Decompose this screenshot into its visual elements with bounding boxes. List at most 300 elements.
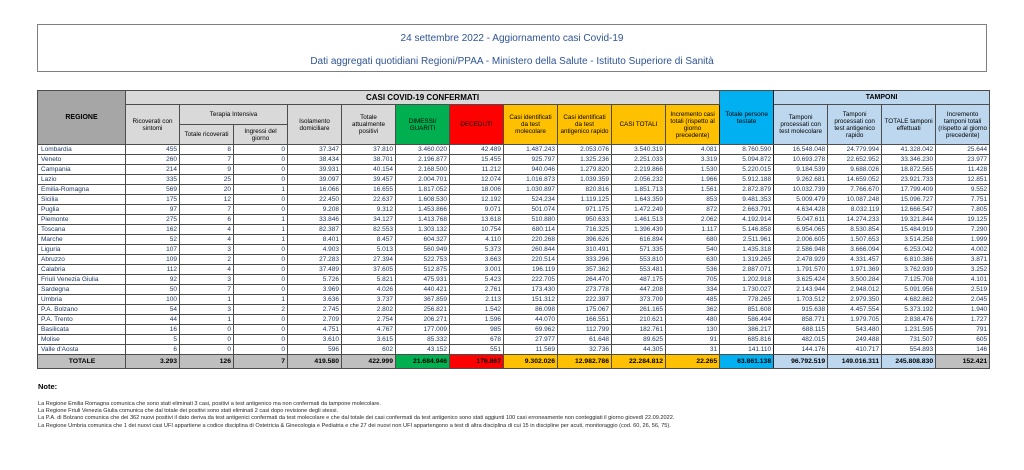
value-cell: 34.127: [342, 215, 396, 225]
value-cell: 3.460.020: [396, 145, 450, 155]
value-cell: 4.903: [288, 245, 342, 255]
value-cell: 152.421: [936, 355, 990, 369]
value-cell: 52: [126, 235, 180, 245]
value-cell: 367.859: [396, 295, 450, 305]
value-cell: 44.305: [612, 345, 666, 355]
value-cell: 501.074: [504, 205, 558, 215]
value-cell: 422.999: [342, 355, 396, 369]
region-name-cell: Marche: [38, 235, 126, 245]
value-cell: 512.875: [396, 265, 450, 275]
value-cell: 96.792.519: [774, 355, 828, 369]
value-cell: 12.851: [936, 175, 990, 185]
value-cell: 3.293: [126, 355, 180, 369]
value-cell: 419.580: [288, 355, 342, 369]
value-cell: 1.319.265: [720, 255, 774, 265]
value-cell: 3: [180, 305, 234, 315]
region-name-cell: Umbria: [38, 295, 126, 305]
table-row: [38, 205, 990, 215]
value-cell: 410.717: [828, 345, 882, 355]
value-cell: 1.472.249: [612, 205, 666, 215]
value-cell: 126: [180, 355, 234, 369]
value-cell: 264.470: [558, 275, 612, 285]
value-cell: 1.202.918: [720, 275, 774, 285]
value-cell: 33.346.230: [882, 155, 936, 165]
value-cell: 4: [180, 235, 234, 245]
value-cell: 455: [126, 145, 180, 155]
region-name-cell: Liguria: [38, 245, 126, 255]
value-cell: 4.192.914: [720, 215, 774, 225]
value-cell: 14.274.233: [828, 215, 882, 225]
value-cell: 571.335: [612, 245, 666, 255]
value-cell: 3.514.258: [882, 235, 936, 245]
value-cell: 15.455: [450, 155, 504, 165]
value-cell: 334: [666, 285, 720, 295]
value-cell: 1.487.243: [504, 145, 558, 155]
region-name-cell: Piemonte: [38, 215, 126, 225]
column-header-persone-testate: Totale persone testate: [720, 91, 774, 145]
value-cell: 1: [234, 235, 288, 245]
value-cell: 3.762.939: [882, 265, 936, 275]
value-cell: 6: [126, 345, 180, 355]
value-cell: 1.413.768: [396, 215, 450, 225]
value-cell: 22.284.812: [612, 355, 666, 369]
value-cell: 173.430: [504, 285, 558, 295]
table-row: [38, 275, 990, 285]
value-cell: 630: [666, 255, 720, 265]
value-cell: 560.949: [396, 245, 450, 255]
value-cell: 678: [450, 335, 504, 345]
value-cell: 1.979.705: [828, 315, 882, 325]
value-cell: 16.655: [342, 185, 396, 195]
table-row: [38, 175, 990, 185]
value-cell: 602: [342, 345, 396, 355]
value-cell: 1.542: [450, 305, 504, 315]
value-cell: 480: [666, 315, 720, 325]
value-cell: 112: [126, 265, 180, 275]
value-cell: 12.666.547: [882, 205, 936, 215]
region-name-cell: Veneto: [38, 155, 126, 165]
value-cell: 9.688.026: [828, 165, 882, 175]
value-cell: 569: [126, 185, 180, 195]
value-cell: 586.494: [720, 315, 774, 325]
value-cell: 357.362: [558, 265, 612, 275]
value-cell: 0: [234, 145, 288, 155]
value-cell: 42.489: [450, 145, 504, 155]
value-cell: 5.373: [450, 245, 504, 255]
table-row: [38, 235, 990, 245]
value-cell: 22.450: [288, 195, 342, 205]
value-cell: 162: [126, 225, 180, 235]
value-cell: 0: [234, 155, 288, 165]
value-cell: 853: [666, 195, 720, 205]
value-cell: 4.002: [936, 245, 990, 255]
value-cell: 1.966: [666, 175, 720, 185]
value-cell: 9.481.353: [720, 195, 774, 205]
value-cell: 4.331.457: [828, 255, 882, 265]
region-name-cell: Lombardia: [38, 145, 126, 155]
value-cell: 1.461.513: [612, 215, 666, 225]
value-cell: 33.846: [288, 215, 342, 225]
region-name-cell: Valle d'Aosta: [38, 345, 126, 355]
value-cell: 9.071: [450, 205, 504, 215]
value-cell: 43.152: [396, 345, 450, 355]
value-cell: 2.168.500: [396, 165, 450, 175]
value-cell: 386.217: [720, 325, 774, 335]
table-row: [38, 325, 990, 335]
value-cell: 310.491: [558, 245, 612, 255]
value-cell: 63.861.138: [720, 355, 774, 369]
value-cell: 1.435.318: [720, 245, 774, 255]
value-cell: 11.569: [504, 345, 558, 355]
value-cell: 553.810: [612, 255, 666, 265]
value-cell: 0: [234, 175, 288, 185]
value-cell: 97: [126, 205, 180, 215]
value-cell: 482.015: [774, 335, 828, 345]
value-cell: 44.070: [504, 315, 558, 325]
value-cell: 146: [936, 345, 990, 355]
table-row: [38, 245, 990, 255]
notes-label: Note:: [38, 382, 58, 391]
table-row: [38, 305, 990, 315]
value-cell: 6: [180, 215, 234, 225]
value-cell: 4: [180, 265, 234, 275]
value-cell: 4.081: [666, 145, 720, 155]
value-cell: 1.971.369: [828, 265, 882, 275]
value-cell: 16: [126, 325, 180, 335]
column-header-casi-molecolare: Casi identificati da test molecolare: [504, 105, 558, 145]
column-header-totale-tamponi: TOTALE tamponi effettuati: [882, 105, 936, 145]
column-header-ti-ingressi-giorno: Ingressi del giorno: [234, 125, 288, 145]
value-cell: 2.251.033: [612, 155, 666, 165]
value-cell: 7: [180, 205, 234, 215]
value-cell: 196.119: [504, 265, 558, 275]
bulletin-title: 24 settembre 2022 - Aggiornamento casi Covid-19: [400, 33, 624, 44]
value-cell: 91: [666, 335, 720, 345]
value-cell: 4.026: [342, 285, 396, 295]
value-cell: 0: [234, 335, 288, 345]
value-cell: 61.648: [558, 335, 612, 345]
value-cell: 9.262.681: [774, 175, 828, 185]
value-cell: 0: [234, 165, 288, 175]
value-cell: 2.006.605: [774, 235, 828, 245]
value-cell: 858.771: [774, 315, 828, 325]
table-row: [38, 255, 990, 265]
value-cell: 2.872.879: [720, 185, 774, 195]
table-row: [38, 155, 990, 165]
note-line: La Regione Emilia Romagna comunica che sono stati eliminati 3 casi, positivi a test antigenico ma non confermati da tampone molecolare.: [38, 401, 381, 407]
value-cell: 8.530.854: [828, 225, 882, 235]
value-cell: 100: [126, 295, 180, 305]
value-cell: 2.761: [450, 285, 504, 295]
region-name-cell: P.A. Bolzano: [38, 305, 126, 315]
value-cell: 25.644: [936, 145, 990, 155]
value-cell: 1.940: [936, 305, 990, 315]
value-cell: 4.101: [936, 275, 990, 285]
region-name-cell: Basilicata: [38, 325, 126, 335]
value-cell: 440.421: [396, 285, 450, 295]
value-cell: 38.434: [288, 155, 342, 165]
value-cell: 510.880: [504, 215, 558, 225]
value-cell: 553.481: [612, 265, 666, 275]
value-cell: 1: [234, 225, 288, 235]
value-cell: 7.766.670: [828, 185, 882, 195]
value-cell: 950.633: [558, 215, 612, 225]
value-cell: 2.196.877: [396, 155, 450, 165]
value-cell: 15.484.919: [882, 225, 936, 235]
value-cell: 3.615: [342, 335, 396, 345]
value-cell: 4.751: [288, 325, 342, 335]
value-cell: 616.894: [612, 235, 666, 245]
value-cell: 1.030.897: [504, 185, 558, 195]
value-cell: 4.634.428: [774, 205, 828, 215]
value-cell: 5.220.015: [720, 165, 774, 175]
value-cell: 3.666.094: [828, 245, 882, 255]
table-row: [38, 295, 990, 305]
value-cell: 1.039.359: [558, 175, 612, 185]
value-cell: 6.253.042: [882, 245, 936, 255]
table-row: [38, 185, 990, 195]
value-cell: 1.530: [666, 165, 720, 175]
value-cell: 222.397: [558, 295, 612, 305]
value-cell: 82.387: [288, 225, 342, 235]
region-name-cell: Emilia-Romagna: [38, 185, 126, 195]
value-cell: 1.453.866: [396, 205, 450, 215]
value-cell: 2: [180, 255, 234, 265]
value-cell: 112.799: [558, 325, 612, 335]
value-cell: 1.016.873: [504, 175, 558, 185]
value-cell: 536: [666, 265, 720, 275]
table-row: [38, 345, 990, 355]
table-row: [38, 335, 990, 345]
value-cell: 1.303.132: [396, 225, 450, 235]
value-cell: 37.605: [342, 265, 396, 275]
value-cell: 9.302.026: [504, 355, 558, 369]
terapia-intensiva-header: Terapia Intensiva: [180, 105, 288, 125]
value-cell: 12.982.786: [558, 355, 612, 369]
value-cell: 16.066: [288, 185, 342, 195]
value-cell: 680.114: [504, 225, 558, 235]
value-cell: 985: [450, 325, 504, 335]
table-row: [38, 145, 990, 155]
region-name-cell: Campania: [38, 165, 126, 175]
value-cell: 2.979.350: [828, 295, 882, 305]
value-cell: 5.094.872: [720, 155, 774, 165]
value-cell: 12.192: [450, 195, 504, 205]
value-cell: 0: [180, 345, 234, 355]
table-row: [38, 215, 990, 225]
value-cell: 543.480: [828, 325, 882, 335]
value-cell: 1.231.595: [882, 325, 936, 335]
value-cell: 7.290: [936, 225, 990, 235]
value-cell: 220.514: [504, 255, 558, 265]
value-cell: 2.709: [288, 315, 342, 325]
value-cell: 3.540.319: [612, 145, 666, 155]
value-cell: 475.931: [396, 275, 450, 285]
value-cell: 1.117: [666, 225, 720, 235]
table-row: [38, 195, 990, 205]
region-name-cell: Sardegna: [38, 285, 126, 295]
value-cell: 23.921.733: [882, 175, 936, 185]
value-cell: 22.637: [342, 195, 396, 205]
value-cell: 11.212: [450, 165, 504, 175]
value-cell: 447.208: [612, 285, 666, 295]
value-cell: 3.625.424: [774, 275, 828, 285]
value-cell: 15.096.727: [882, 195, 936, 205]
value-cell: 604.327: [396, 235, 450, 245]
value-cell: 0: [234, 195, 288, 205]
value-cell: 551: [450, 345, 504, 355]
value-cell: 4: [180, 225, 234, 235]
column-header-ricoverati: Ricoverati con sintomi: [126, 105, 180, 145]
value-cell: 791: [936, 325, 990, 335]
value-cell: 0: [180, 325, 234, 335]
value-cell: 8.760.590: [720, 145, 774, 155]
value-cell: 851.608: [720, 305, 774, 315]
column-header-casi-antigenico: Casi identificati da test antigenico rapido: [558, 105, 612, 145]
value-cell: 256.821: [396, 305, 450, 315]
value-cell: 37.347: [288, 145, 342, 155]
title-box: [37, 24, 987, 72]
column-header-tamponi-antigenico: Tamponi processati con test antigenico rapido: [828, 105, 882, 145]
value-cell: 1.119.125: [558, 195, 612, 205]
value-cell: 5.423: [450, 275, 504, 285]
value-cell: 85.332: [396, 335, 450, 345]
value-cell: 915.638: [774, 305, 828, 315]
value-cell: 22.265: [666, 355, 720, 369]
value-cell: 5.009.479: [774, 195, 828, 205]
value-cell: 1.851.713: [612, 185, 666, 195]
value-cell: 109: [126, 255, 180, 265]
value-cell: 39.457: [342, 175, 396, 185]
value-cell: 3: [180, 245, 234, 255]
notes-section: [38, 382, 978, 430]
column-header-incremento-tamponi: Incremento tamponi totali (rispetto al giorno precedente): [936, 105, 990, 145]
value-cell: 5.912.188: [720, 175, 774, 185]
column-header-isolamento: Isolamento domiciliare: [288, 105, 342, 145]
value-cell: 27.283: [288, 255, 342, 265]
value-cell: 9: [180, 165, 234, 175]
value-cell: 39.931: [288, 165, 342, 175]
value-cell: 1.596: [450, 315, 504, 325]
value-cell: 10.032.739: [774, 185, 828, 195]
value-cell: 11.428: [936, 165, 990, 175]
table-row: [38, 285, 990, 295]
value-cell: 27.394: [342, 255, 396, 265]
covid-data-table: [37, 90, 990, 369]
value-cell: 20: [180, 185, 234, 195]
value-cell: 9.208: [288, 205, 342, 215]
value-cell: 0: [234, 285, 288, 295]
value-cell: 1.643.359: [612, 195, 666, 205]
value-cell: 40.154: [342, 165, 396, 175]
value-cell: 4.682.862: [882, 295, 936, 305]
value-cell: 245.808.830: [882, 355, 936, 369]
value-cell: 273.778: [558, 285, 612, 295]
value-cell: 50: [126, 285, 180, 295]
note-line: La P.A. di Bolzano comunica che dei 362 nuovi positivi il dato deriva da test antigenici confermati da test molecolare e che dal totale dei casi confermati da test antigenico sono stati aggiunti 100 casi erroneamente non conteggiati il giorno giovedì 22.09.2022.: [38, 415, 675, 422]
column-header-incremento-casi: Incremento casi totali (rispetto al giorno precedente): [666, 105, 720, 145]
value-cell: 144.176: [774, 345, 828, 355]
value-cell: 5.373.192: [882, 305, 936, 315]
region-name-cell: Puglia: [38, 205, 126, 215]
value-cell: 3.252: [936, 265, 990, 275]
value-cell: 1: [234, 215, 288, 225]
value-cell: 1: [180, 295, 234, 305]
column-header-ti-totale-ricoverati: Totale ricoverati: [180, 125, 234, 145]
value-cell: 23.977: [936, 155, 990, 165]
value-cell: 10.693.278: [774, 155, 828, 165]
value-cell: 925.797: [504, 155, 558, 165]
value-cell: 31: [666, 345, 720, 355]
value-cell: 175: [126, 195, 180, 205]
value-cell: 872: [666, 205, 720, 215]
value-cell: 5.146.858: [720, 225, 774, 235]
value-cell: 275: [126, 215, 180, 225]
value-cell: 14.659.052: [828, 175, 882, 185]
confirmed-cases-banner: CASI COVID-19 CONFERMATI: [126, 91, 720, 105]
value-cell: 5: [126, 335, 180, 345]
value-cell: 220.268: [504, 235, 558, 245]
value-cell: 2.045: [936, 295, 990, 305]
value-cell: 524.234: [504, 195, 558, 205]
tamponi-banner: TAMPONI: [774, 91, 990, 105]
value-cell: 3.969: [288, 285, 342, 295]
value-cell: 716.325: [558, 225, 612, 235]
value-cell: 25: [180, 175, 234, 185]
value-cell: 130: [666, 325, 720, 335]
value-cell: 4.457.554: [828, 305, 882, 315]
value-cell: 37.489: [288, 265, 342, 275]
value-cell: 485: [666, 295, 720, 305]
value-cell: 5.726: [288, 275, 342, 285]
value-cell: 37.810: [342, 145, 396, 155]
value-cell: 2.113: [450, 295, 504, 305]
value-cell: 971.175: [558, 205, 612, 215]
value-cell: 19.125: [936, 215, 990, 225]
value-cell: 176.867: [450, 355, 504, 369]
value-cell: 16.548.048: [774, 145, 828, 155]
value-cell: 1.730.027: [720, 285, 774, 295]
value-cell: 149.016.311: [828, 355, 882, 369]
value-cell: 44: [126, 315, 180, 325]
value-cell: 2.511.961: [720, 235, 774, 245]
value-cell: 596: [288, 345, 342, 355]
value-cell: 214: [126, 165, 180, 175]
value-cell: 4.110: [450, 235, 504, 245]
value-cell: 1.608.530: [396, 195, 450, 205]
value-cell: 39.097: [288, 175, 342, 185]
value-cell: 12: [180, 195, 234, 205]
value-cell: 1: [180, 315, 234, 325]
value-cell: 0: [234, 245, 288, 255]
value-cell: 2.478.929: [774, 255, 828, 265]
value-cell: 2.754: [342, 315, 396, 325]
value-cell: 249.488: [828, 335, 882, 345]
value-cell: 107: [126, 245, 180, 255]
value-cell: 9.184.539: [774, 165, 828, 175]
value-cell: 7: [234, 355, 288, 369]
value-cell: 2.887.071: [720, 265, 774, 275]
value-cell: 1.817.052: [396, 185, 450, 195]
value-cell: 2.519: [936, 285, 990, 295]
value-cell: 182.761: [612, 325, 666, 335]
value-cell: 206.271: [396, 315, 450, 325]
value-cell: 222.705: [504, 275, 558, 285]
value-cell: 2: [234, 305, 288, 315]
value-cell: 10.087.248: [828, 195, 882, 205]
value-cell: 1.999: [936, 235, 990, 245]
value-cell: 41.328.042: [882, 145, 936, 155]
